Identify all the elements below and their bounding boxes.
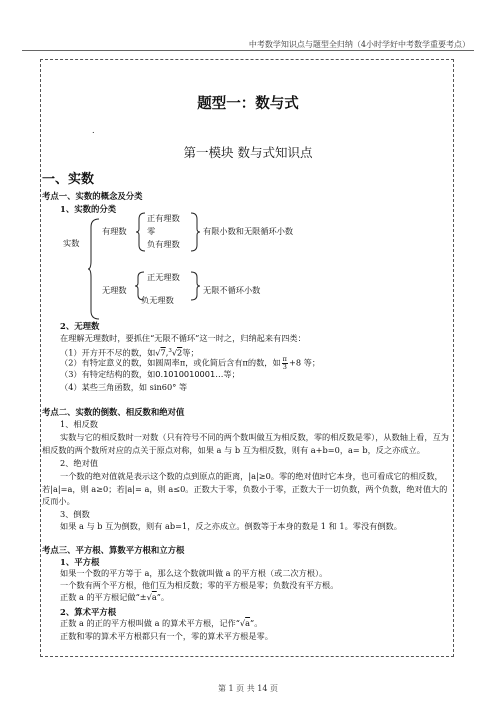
opposite-number-heading: 1、相反数 <box>60 419 98 429</box>
rational-brace <box>136 213 146 251</box>
irrational-type-2: （2）有特定意义的数，如圆周率π，或化简后含有π的数，如 $\frac{\pi}{3}$ +8 等； <box>60 355 321 371</box>
subheading-arithmetic-root: 2、算术平方根 <box>60 607 117 617</box>
square-root-definition: 如果一个数的平方等于 a，那么这个数就叫做 a 的平方根（或二次方根）。 <box>60 568 328 578</box>
arithmetic-root-definition: 正数 a 的正的平方根叫做 a 的算术平方根，记作“√a”。 <box>60 618 263 628</box>
irrational-intro: 在理解无理数时，要抓住“无限不循环”这一时之，归纳起来有四类： <box>60 333 306 343</box>
tree-negative-rational: 负有理数 <box>147 239 180 249</box>
module-title: 第一模块 数与式知识点 <box>183 145 313 160</box>
square-root-notation: 正数 a 的平方根记做“±√a”。 <box>60 592 170 602</box>
tree-rational: 有理数 <box>102 226 127 236</box>
subheading-irrational: 2、无理数 <box>60 321 100 331</box>
irrational-type-3: （3）有特定结构的数，如0.1010010001…等； <box>60 369 240 379</box>
absolute-value-text: 一个数的绝对值就是表示这个数的点到原点的距离，|a|≥0。零的绝对值时它本身，也可看成它的相反数，若|a|=a，则 a≥0；若|a|= a，则 a≤0。正数大于零，负数小于零，正数大于一切负数，两个负数，绝对值大的反而小。 <box>42 471 448 506</box>
irrational-type-4: （4）某些三角函数，如 sin60° 等 <box>60 382 188 392</box>
irrational-type-1: （1）开方开不尽的数，如√7,$^3$√2等； <box>60 347 199 358</box>
tree-negative-irrational: 负无理数 <box>141 295 174 305</box>
section-heading: 一、实数 <box>42 172 95 187</box>
tree-positive-irrational: 正无理数 <box>147 272 180 282</box>
tree-irrational: 无理数 <box>102 285 127 295</box>
tree-irrational-desc: 无限不循环小数 <box>203 285 261 295</box>
topic-3-heading: 考点三、平方根、算数平方根和立方根 <box>42 545 185 555</box>
subheading-square-root: 1、平方根 <box>60 557 100 567</box>
topic-2-heading: 考点二、实数的倒数、相反数和绝对值 <box>42 407 185 417</box>
page-title: 题型一：数与式 <box>197 95 299 112</box>
tree-zero: 零 <box>147 226 156 236</box>
tree-root: 实数 <box>63 238 80 248</box>
pi-over-3-fraction: $\frac{\pi}{3}$ <box>282 355 287 371</box>
page-header: 中考数学知识点与题型全归纳（4小时学好中考数学重要考点） <box>248 40 470 49</box>
opposite-number-text: 实数与它的相反数时一对数（只有符号不同的两个数叫做互为相反数，零的相反数是零），从数轴上看，互为相反数的两个数所对应的点关于原点对称，如果 a 与 b 互为相反数，则有 a+b=0，a= b，反之亦成立。 <box>42 432 449 455</box>
tree-rational-desc: 有限小数和无限循环小数 <box>203 226 294 236</box>
page-footer: 第 1 页 共 14 页 <box>218 684 278 693</box>
arithmetic-root-property: 正数和零的算术平方根都只有一个，零的算术平方根是零。 <box>60 631 273 641</box>
rational-desc-brace <box>190 213 200 251</box>
stray-dot: . <box>92 126 95 135</box>
topic-1-heading: 考点一、实数的概念及分类 <box>42 191 143 201</box>
irrational-desc-brace <box>190 272 200 300</box>
tree-positive-rational: 正有理数 <box>147 213 180 223</box>
absolute-value-heading: 2、绝对值 <box>60 458 98 468</box>
reciprocal-text: 如果 a 与 b 互为倒数，则有 ab=1，反之亦成立。倒数等于本身的数是 1 和 1。零没有倒数。 <box>60 521 402 531</box>
subheading-real-classification: 1、实数的分类 <box>60 204 117 214</box>
root-brace <box>88 219 100 319</box>
reciprocal-heading: 3、倒数 <box>60 509 90 519</box>
square-root-property: 一个数有两个平方根，他们互为相反数；零的平方根是零；负数没有平方根。 <box>60 580 339 590</box>
header-rule <box>22 50 474 51</box>
